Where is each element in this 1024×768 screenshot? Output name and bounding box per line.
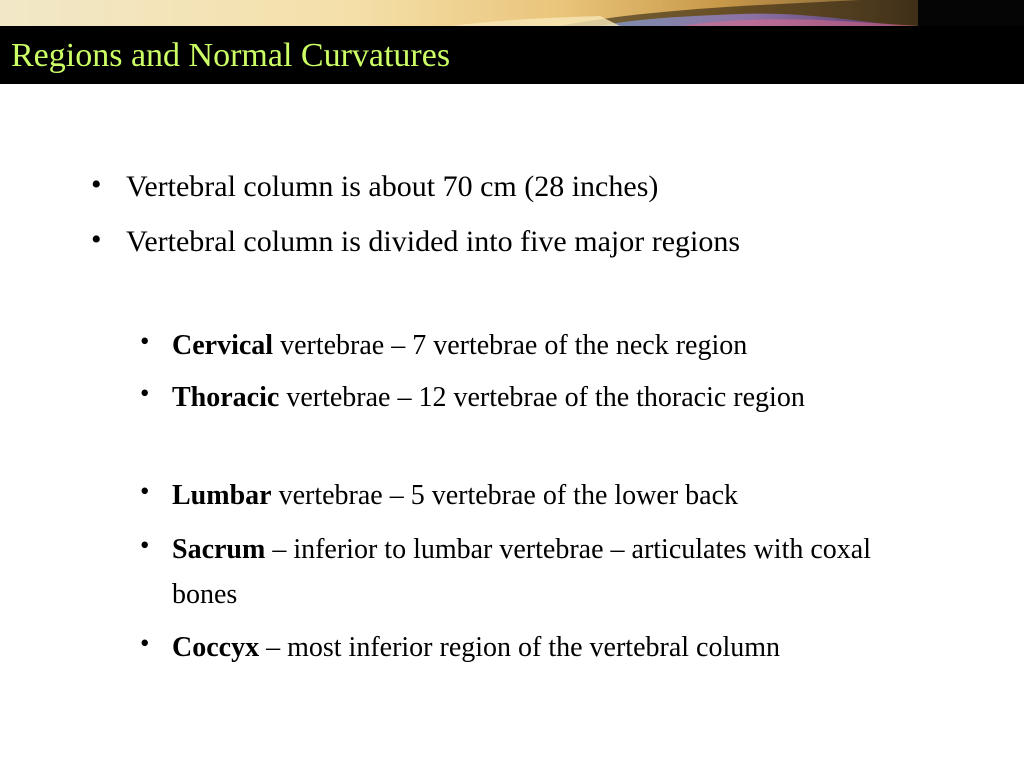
sub-bullet-item xyxy=(140,375,910,420)
region-description: vertebrae – 7 vertebrae of the neck region xyxy=(273,330,748,361)
sub-bullet-text xyxy=(140,323,940,368)
bullet-dot: • xyxy=(91,168,102,201)
bullet-dot: • xyxy=(140,628,150,658)
sub-bullet-text xyxy=(140,473,940,518)
sub-bullet-text xyxy=(140,375,910,420)
region-term: Coccyx xyxy=(172,632,260,663)
bullet-text: Vertebral column is divided into five major regions xyxy=(126,225,741,258)
sub-bullet-item xyxy=(140,625,880,670)
bullet-dot: • xyxy=(140,530,150,560)
sub-bullet-text xyxy=(140,527,940,617)
bullet-item xyxy=(91,162,851,211)
sub-bullet-item xyxy=(140,527,940,617)
region-term: Thoracic xyxy=(172,382,280,413)
bullet-text: Vertebral column is about 70 cm (28 inches) xyxy=(126,170,659,203)
sub-bullet-text xyxy=(140,625,880,670)
region-term: Sacrum xyxy=(172,534,266,565)
bullet-dot: • xyxy=(140,476,150,506)
bullet-dot: • xyxy=(91,223,102,256)
sub-bullet-item xyxy=(140,473,940,518)
sub-bullet-item xyxy=(140,323,940,368)
title-bar xyxy=(0,26,1024,84)
slide-title: Regions and Normal Curvatures xyxy=(11,37,451,74)
bullet-item xyxy=(91,217,851,266)
region-description: vertebrae – 12 vertebrae of the thoracic region xyxy=(279,382,805,413)
bullet-dot: • xyxy=(140,326,150,356)
decorative-banner xyxy=(0,0,1024,26)
region-description: vertebrae – 5 vertebrae of the lower back xyxy=(271,480,738,511)
region-term: Lumbar xyxy=(172,480,272,511)
region-description: – inferior to lumbar vertebrae – articulates with coxal bones xyxy=(172,534,871,610)
region-description: – most inferior region of the vertebral column xyxy=(259,632,781,663)
bullet-dot: • xyxy=(140,378,150,408)
region-term: Cervical xyxy=(172,330,274,361)
